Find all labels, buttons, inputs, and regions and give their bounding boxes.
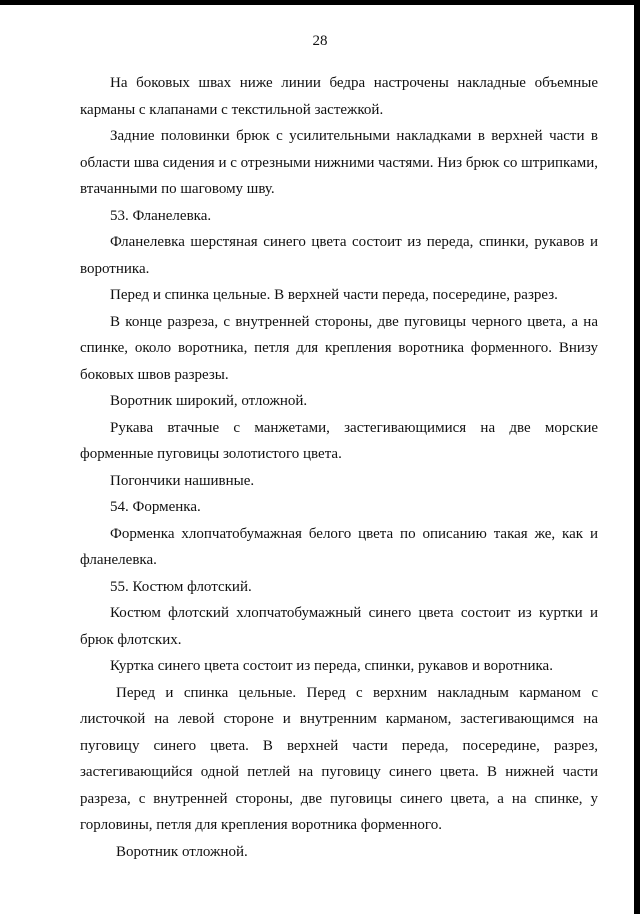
paragraph-shoulder-straps: Погончики нашивные. [110, 472, 255, 489]
section-heading-55: 55. Костюм флотский. [110, 578, 252, 595]
section-heading-54: 54. Форменка. [110, 499, 201, 515]
paragraph-back-halves: Задние половинки брюк с усилительными накладками в верхней части в области шва сидения и с отрезными нижними частями. Низ брюк со штрипками, втачанными по шаговому шву. [80, 128, 598, 197]
paragraph-collar: Воротник широкий, отложной. [110, 393, 308, 409]
paragraph-jacket-collar: Воротник отложной. [116, 843, 248, 860]
paragraph-jacket-parts: Куртка синего цвета состоит из переда, спинки, рукавов и воротника. [110, 658, 553, 674]
paragraph-flannel-description: Фланелевка шерстяная синего цвета состоит из переда, спинки, рукавов и воротника. [80, 234, 598, 277]
scan-border-top [0, 0, 640, 5]
document-body [80, 70, 598, 865]
scan-border-right [634, 0, 640, 914]
paragraph-slit-buttons: В конце разреза, с внутренней стороны, две пуговицы черного цвета, а на спинке, около воротника, петля для крепления воротника форменного. Внизу боковых швов разрезы. [80, 313, 598, 383]
page-number: 28 [312, 33, 328, 49]
paragraph-sleeves: Рукава втачные с манжетами, застегивающимися на две морские форменные пуговицы золотистого цвета. [80, 419, 598, 462]
paragraph-jacket-front: Перед и спинка цельные. Перед с верхним накладным карманом с листочкой на левой стороне и внутренним карманом, застегивающимся на пуговицу синего цвета. В верхней части переда, посередине, разрез, застегивающийся одной петлей на пуговицу синего цвета. В нижней части разреза, с внутренней стороны, две пуговицы синего цвета, а на спинке, у горловины, петля для крепления воротника форменного. [80, 684, 598, 833]
section-heading-53: 53. Фланелевка. [110, 207, 212, 224]
paragraph-formenka-description: Форменка хлопчатобумажная белого цвета по описанию такая же, как и фланелевка. [80, 525, 598, 568]
paragraph-suit-description: Костюм флотский хлопчатобумажный синего цвета состоит из куртки и брюк флотских. [80, 605, 598, 648]
paragraph-front-back: Перед и спинка цельные. В верхней части переда, посередине, разрез. [110, 287, 558, 303]
paragraph-side-pockets: На боковых швах ниже линии бедра настрочены накладные объемные карманы с клапанами с текстильной застежкой. [80, 75, 598, 118]
